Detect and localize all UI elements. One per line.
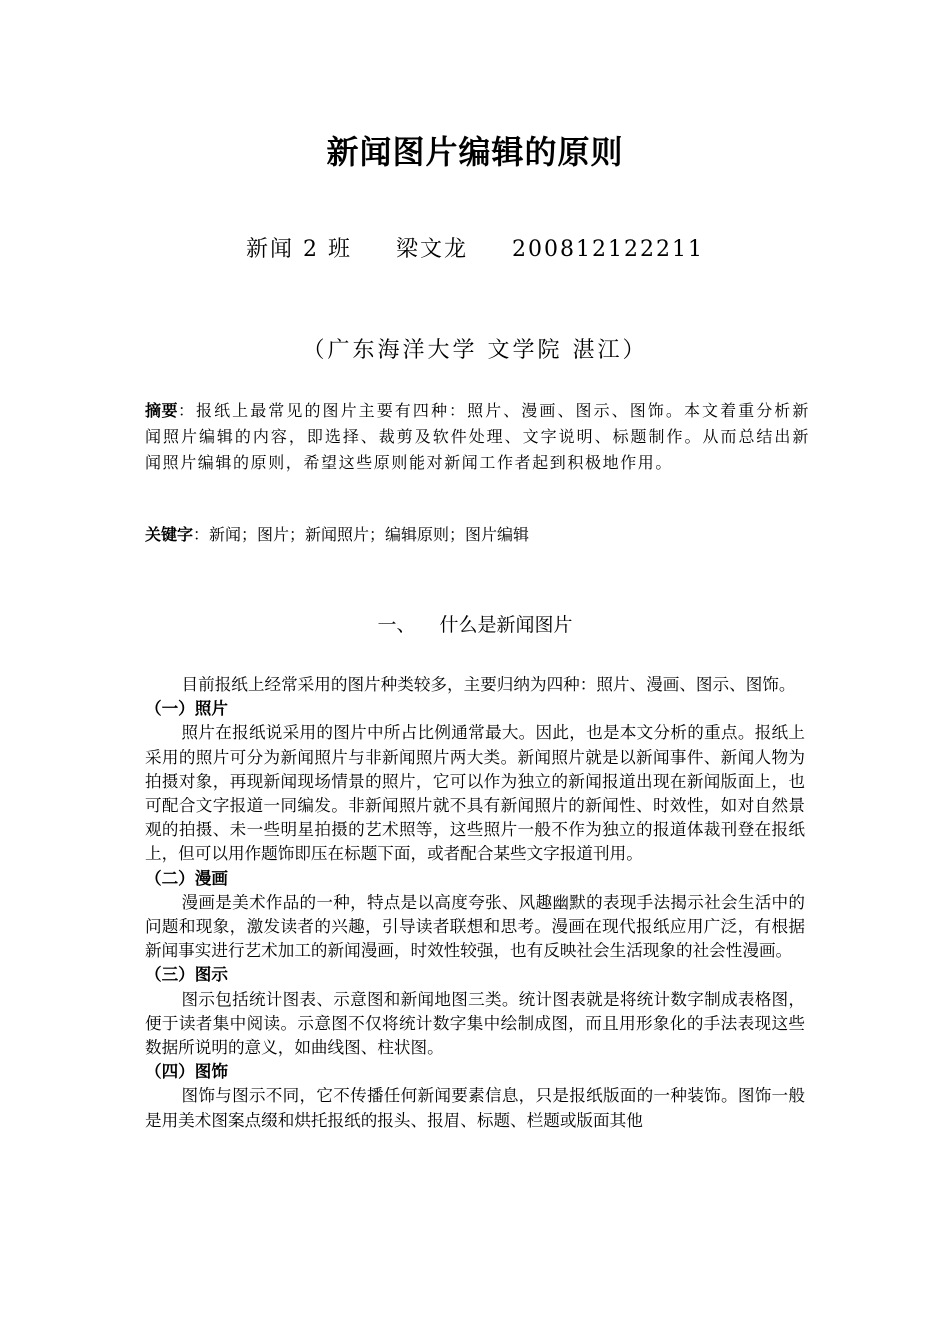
affiliation: （广东海洋大学 文学院 湛江） [302,338,648,363]
author-name: 梁文龙 [396,237,469,262]
section-heading [0,608,950,642]
subsection-heading-diagram: （三）图示 [145,965,228,985]
subsection-paragraph-decoration: 图饰与图示不同，它不传播任何新闻要素信息，只是报纸版面的一种装饰。图饰一般是用美术图案点缀和烘托报纸的报头、报眉、标题、栏题或版面其他 [145,1086,805,1130]
subsection-paragraph-diagram: 图示包括统计图表、示意图和新闻地图三类。统计图表就是将统计数字制成表格图，便于读者集中阅读。示意图不仅将统计数字集中绘制成图，而且用形象化的手法表现这些数据所说明的意义，如曲线图、柱状图。 [145,989,805,1058]
keywords [145,522,810,548]
subsection-paragraph-photo: 照片在报纸说采用的图片中所占比例通常最大。因此，也是本文分析的重点。报纸上采用的照片可分为新闻照片与非新闻照片两大类。新闻照片就是以新闻事件、新闻人物为拍摄对象，再现新闻现场情景的照片，它可以作为独立的新闻报道出现在新闻版面上，也可配合文字报道一同编发。非新闻照片就不具有新闻照片的新闻性、时效性，如对自然景观的拍摄、未一些明星拍摄的艺术照等，这些照片一般不作为独立的报道体裁刊登在报纸上，但可以用作题饰即压在标题下面，或者配合某些文字报道刊用。 [145,723,805,864]
subsection-heading-cartoon: （二）漫画 [145,868,228,888]
student-id: 200812122211 [512,237,704,262]
abstract [145,398,810,476]
class-name: 新闻 2 班 [246,237,352,262]
author-line [0,232,950,268]
subsection-heading-photo: （一）照片 [145,699,228,719]
abstract-label: 摘要 [145,401,178,420]
intro-paragraph: 目前报纸上经常采用的图片种类较多，主要归纳为四种：照片、漫画、图示、图饰。 [181,675,796,694]
section-number: 一、 [377,614,416,636]
subsection-heading-decoration: （四）图饰 [145,1062,228,1082]
section-title: 什么是新闻图片 [439,614,573,636]
document-title: 新闻图片编辑的原则 [326,133,624,171]
keywords-label: 关键字 [145,525,194,544]
keywords-text: ：新闻；图片；新闻照片；编辑原则；图片编辑 [193,525,530,544]
abstract-text: ：报纸上最常见的图片主要有四种：照片、漫画、图示、图饰。本文着重分析新闻照片编辑的内容，即选择、裁剪及软件处理、文字说明、标题制作。从而总结出新闻照片编辑的原则，希望这些原则能对新闻工作者起到积极地作用。 [145,401,810,472]
body-text [145,673,805,1133]
subsection-paragraph-cartoon: 漫画是美术作品的一种，特点是以高度夸张、风趣幽默的表现手法揭示社会生活中的问题和现象，激发读者的兴趣，引导读者联想和思考。漫画在现代报纸应用广泛，有根据新闻事实进行艺术加工的新闻漫画，时效性较强，也有反映社会生活现象的社会性漫画。 [145,892,805,961]
